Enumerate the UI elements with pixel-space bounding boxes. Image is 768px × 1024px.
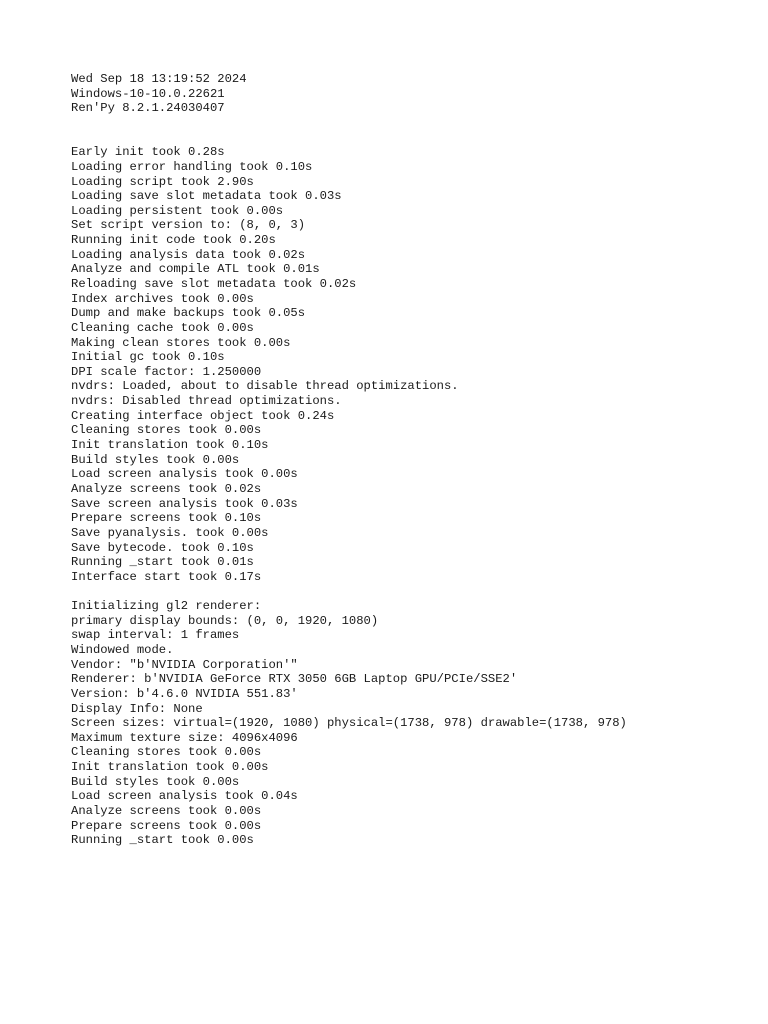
log-line: Load screen analysis took 0.00s: [71, 467, 298, 482]
log-line: Index archives took 0.00s: [71, 291, 254, 306]
log-line: Dump and make backups took 0.05s: [71, 306, 306, 321]
log-line: Reloading save slot metadata took 0.02s: [71, 276, 357, 291]
log-line: Creating interface object took 0.24s: [71, 408, 335, 423]
log-line: Version: b'4.6.0 NVIDIA 551.83': [71, 686, 298, 701]
init-log: [71, 145, 751, 584]
log-line: DPI scale factor: 1.250000: [71, 364, 262, 379]
log-line: Initializing gl2 renderer:: [71, 599, 262, 614]
log-line: Vendor: "b'NVIDIA Corporation'": [71, 657, 298, 672]
log-line: Ren'Py 8.2.1.24030407: [71, 101, 225, 116]
log-line: Wed Sep 18 13:19:52 2024: [71, 72, 247, 86]
log-line: Early init took 0.28s: [71, 145, 225, 160]
log-line: Save screen analysis took 0.03s: [71, 496, 298, 511]
log-line: Running _start took 0.00s: [71, 833, 254, 848]
log-line: Analyze screens took 0.00s: [71, 804, 262, 819]
log-line: Set script version to: (8, 0, 3): [71, 218, 306, 233]
log-line: Loading script took 2.90s: [71, 174, 254, 189]
log-line: Init translation took 0.00s: [71, 760, 269, 775]
log-line: Build styles took 0.00s: [71, 774, 240, 789]
log-line: Cleaning cache took 0.00s: [71, 320, 254, 335]
log-line: Prepare screens took 0.00s: [71, 818, 262, 833]
log-line: Save bytecode. took 0.10s: [71, 540, 254, 555]
log-line: Initial gc took 0.10s: [71, 350, 225, 365]
log-line: Screen sizes: virtual=(1920, 1080) physical=(1738, 978) drawable=(1738, 978): [71, 716, 627, 731]
log-line: Maximum texture size: 4096x4096: [71, 730, 298, 745]
log-line: Load screen analysis took 0.04s: [71, 789, 298, 804]
log-line: Windows-10-10.0.22621: [71, 86, 225, 101]
log-line: Display Info: None: [71, 701, 203, 716]
log-line: Running _start took 0.01s: [71, 555, 254, 570]
log-line: Making clean stores took 0.00s: [71, 335, 291, 350]
log-line: Prepare screens took 0.10s: [71, 511, 262, 526]
log-line: Cleaning stores took 0.00s: [71, 423, 262, 438]
log-line: Renderer: b'NVIDIA GeForce RTX 3050 6GB Laptop GPU/PCIe/SSE2': [71, 672, 518, 687]
log-line: Analyze and compile ATL took 0.01s: [71, 262, 320, 277]
renderer-log: [71, 599, 751, 848]
log-line: Loading analysis data took 0.02s: [71, 247, 306, 262]
log-line: Save pyanalysis. took 0.00s: [71, 525, 269, 540]
log-line: nvdrs: Disabled thread optimizations.: [71, 394, 342, 409]
log-line: swap interval: 1 frames: [71, 628, 240, 643]
log-line: Running init code took 0.20s: [71, 233, 276, 248]
log-line: Analyze screens took 0.02s: [71, 481, 262, 496]
log-document: [71, 72, 751, 848]
log-line: nvdrs: Loaded, about to disable thread optimizations.: [71, 379, 459, 394]
log-line: Loading save slot metadata took 0.03s: [71, 189, 342, 204]
log-header: [71, 72, 751, 116]
log-line: Windowed mode.: [71, 643, 174, 657]
log-line: Build styles took 0.00s: [71, 452, 240, 467]
log-line: primary display bounds: (0, 0, 1920, 1080): [71, 613, 379, 628]
log-line: Loading error handling took 0.10s: [71, 159, 313, 174]
log-line: Loading persistent took 0.00s: [71, 203, 284, 218]
log-line: Init translation took 0.10s: [71, 438, 269, 453]
log-line: Interface start took 0.17s: [71, 569, 262, 584]
log-line: Cleaning stores took 0.00s: [71, 745, 262, 760]
